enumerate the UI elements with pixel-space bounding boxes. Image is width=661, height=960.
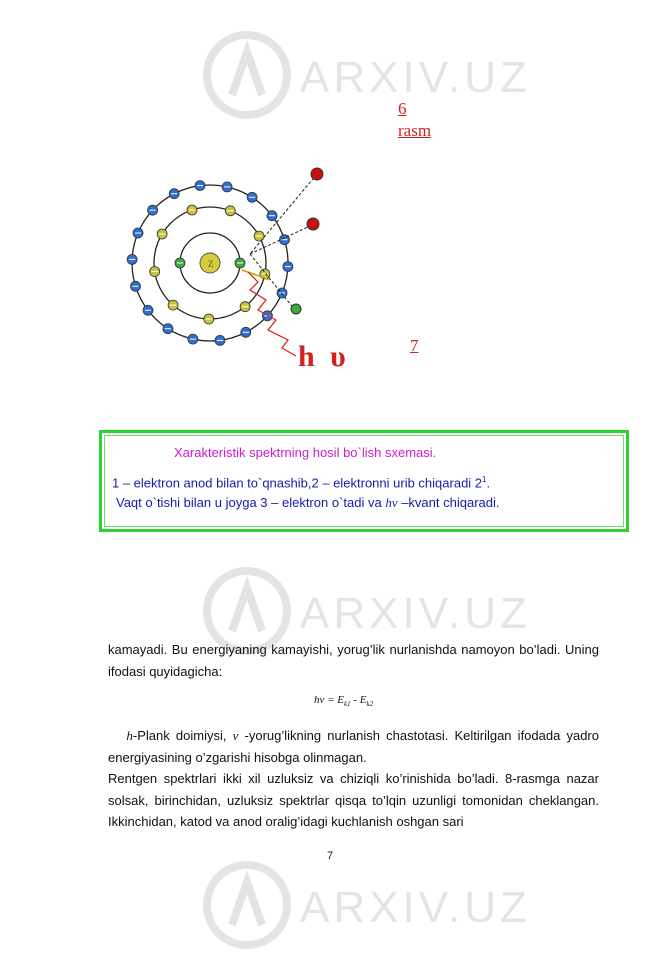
- paragraph-1: kamayadi. Bu energiyaning kamayishi, yorug’lik nurlanishda namoyon bo’ladi. Uning ifodasi quyidagicha:: [108, 642, 599, 679]
- nucleus-label: Z: [208, 259, 214, 269]
- svg-text:ARXIV.UZ: ARXIV.UZ: [300, 589, 531, 638]
- figure-6-label: 6 rasm: [398, 99, 432, 140]
- caption-line-1: 1 – elektron anod bilan to`qnashib,2 – elektronni urib chiqaradi $2^1$.: [112, 475, 491, 491]
- paragraph-3: Rentgen spektrlari ikki xil uzluksiz va chiziqli ko’rinishida bo’ladi. 8-rasmga nazar solsak, birinchidan, uzluksiz spektrlar qisqa to’lqin uzunligi tomonidan cheklangan. Ikkinchidan, katod va anod oralig’idagi kuchlanish oshgan sari: [108, 771, 599, 830]
- photon-label: h υ: [298, 340, 350, 373]
- svg-text:ARXIV.UZ: ARXIV.UZ: [300, 53, 531, 102]
- electron-ejected: [307, 218, 319, 230]
- paragraph-2: h-Plank doimiysi, ν -yorug’likning nurlanish chastotasi. Keltirilgan ifodada yadro energiyasining o’zgarishi hisobga olinmagan.: [108, 728, 599, 765]
- formula: $h\nu = E_{k1} - E_{k2}$: [314, 694, 374, 709]
- caption-line-2: Vaqt o`tishi bilan u joyga 3 – elektron o`tadi va hv –kvant chiqaradi.: [116, 495, 500, 510]
- page-number: 7: [327, 850, 334, 862]
- figure-caption-box: [99, 430, 629, 532]
- atom-diagram: [110, 160, 330, 360]
- electron-green: [291, 304, 301, 314]
- electron-incoming: [311, 168, 323, 180]
- caption-title: Xarakteristik spektrning hosil bo`lish sxemasi.: [174, 445, 437, 460]
- watermark: [0, 850, 661, 960]
- watermark: [0, 20, 661, 130]
- svg-text:ARXIV.UZ: ARXIV.UZ: [300, 883, 531, 932]
- figure-7-label: 7: [410, 336, 419, 355]
